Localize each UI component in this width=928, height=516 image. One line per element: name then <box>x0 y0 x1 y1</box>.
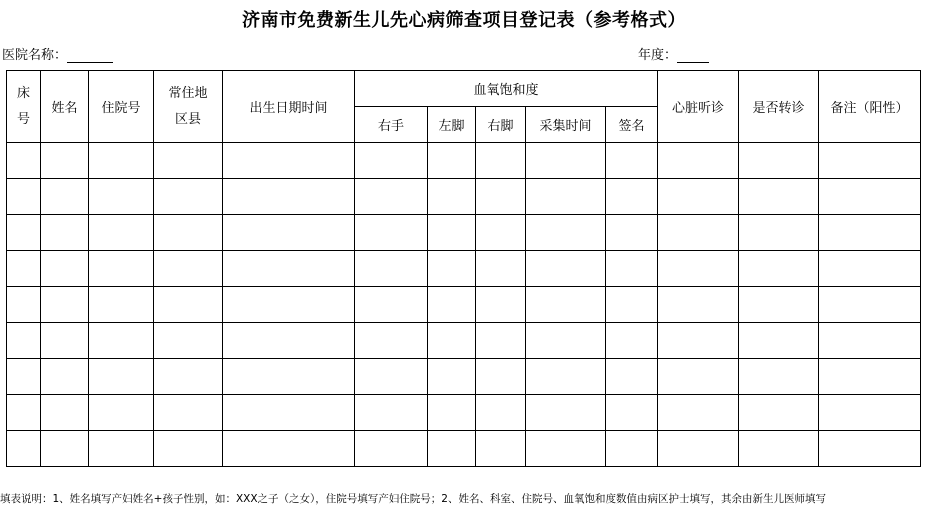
hospital-name-field <box>2 44 113 63</box>
table-row <box>7 251 921 287</box>
table-cell[interactable] <box>355 359 428 395</box>
table-cell[interactable] <box>739 179 819 215</box>
table-cell[interactable] <box>476 359 526 395</box>
table-cell[interactable] <box>89 179 154 215</box>
table-cell[interactable] <box>658 251 739 287</box>
table-cell[interactable] <box>606 323 658 359</box>
table-cell[interactable] <box>476 431 526 467</box>
table-cell[interactable] <box>223 359 355 395</box>
table-row <box>7 323 921 359</box>
header-bed <box>7 71 41 143</box>
footnote: 填表说明：1、姓名填写产妇姓名+孩子性别，如：XXX之子（之女），住院号填写产妇住院号；2、姓名、科室、住院号、血氧饱和度数值由病区护士填写，其余由新生儿医师填写 <box>0 493 826 505</box>
header-bed-line1: 床 <box>16 85 30 101</box>
table-cell[interactable] <box>606 251 658 287</box>
table-cell[interactable] <box>223 251 355 287</box>
table-cell[interactable] <box>606 143 658 179</box>
table-cell[interactable] <box>154 323 223 359</box>
table-cell[interactable] <box>526 251 606 287</box>
table-cell[interactable] <box>428 395 476 431</box>
header-left-foot: 左脚 <box>428 107 476 143</box>
table-cell[interactable] <box>739 323 819 359</box>
header-residence <box>154 71 223 143</box>
table-cell[interactable] <box>355 323 428 359</box>
table-cell[interactable] <box>476 179 526 215</box>
table-cell[interactable] <box>819 215 921 251</box>
table-cell[interactable] <box>739 143 819 179</box>
table-cell[interactable] <box>7 359 41 395</box>
table-cell[interactable] <box>154 251 223 287</box>
table-cell[interactable] <box>7 251 41 287</box>
hospital-name-label: 医院名称： <box>2 48 68 63</box>
table-cell[interactable] <box>428 323 476 359</box>
table-cell[interactable] <box>154 215 223 251</box>
table-cell[interactable] <box>89 143 154 179</box>
hospital-name-blank[interactable] <box>67 50 113 63</box>
table-cell[interactable] <box>476 143 526 179</box>
table-cell[interactable] <box>526 395 606 431</box>
table-cell[interactable] <box>41 431 89 467</box>
header-right-hand: 右手 <box>355 107 428 143</box>
table-cell[interactable] <box>223 143 355 179</box>
table-cell[interactable] <box>154 143 223 179</box>
table-cell[interactable] <box>526 323 606 359</box>
table-cell[interactable] <box>41 179 89 215</box>
table-cell[interactable] <box>41 143 89 179</box>
table-cell[interactable] <box>223 323 355 359</box>
table-cell[interactable] <box>606 179 658 215</box>
table-cell[interactable] <box>476 251 526 287</box>
table-cell[interactable] <box>819 359 921 395</box>
table-cell[interactable] <box>476 395 526 431</box>
header-name: 姓名 <box>41 71 89 143</box>
header-remarks: 备注（阳性） <box>819 71 921 143</box>
table-cell[interactable] <box>89 323 154 359</box>
table-cell[interactable] <box>89 359 154 395</box>
table-cell[interactable] <box>526 143 606 179</box>
table-cell[interactable] <box>658 143 739 179</box>
header-referral: 是否转诊 <box>739 71 819 143</box>
header-signature: 签名 <box>606 107 658 143</box>
table-row <box>7 287 921 323</box>
header-collect-time: 采集时间 <box>526 107 606 143</box>
table-cell[interactable] <box>355 395 428 431</box>
header-right-foot: 右脚 <box>476 107 526 143</box>
table-cell[interactable] <box>606 215 658 251</box>
table-cell[interactable] <box>476 287 526 323</box>
table-cell[interactable] <box>355 179 428 215</box>
table-cell[interactable] <box>7 143 41 179</box>
table-cell[interactable] <box>7 395 41 431</box>
table-cell[interactable] <box>606 359 658 395</box>
header-admission-no: 住院号 <box>89 71 154 143</box>
table-cell[interactable] <box>223 431 355 467</box>
table-cell[interactable] <box>89 431 154 467</box>
table-cell[interactable] <box>526 431 606 467</box>
table-cell[interactable] <box>658 395 739 431</box>
table-cell[interactable] <box>819 323 921 359</box>
table-cell[interactable] <box>739 215 819 251</box>
table-cell[interactable] <box>819 179 921 215</box>
table-cell[interactable] <box>739 431 819 467</box>
table-cell[interactable] <box>526 215 606 251</box>
table-row <box>7 431 921 467</box>
table-cell[interactable] <box>154 179 223 215</box>
table-cell[interactable] <box>658 431 739 467</box>
table-row <box>7 395 921 431</box>
header-residence-line1: 常住地 <box>168 85 208 101</box>
table-cell[interactable] <box>223 395 355 431</box>
header-birth-datetime: 出生日期时间 <box>223 71 355 143</box>
table-cell[interactable] <box>658 287 739 323</box>
table-cell[interactable] <box>355 287 428 323</box>
table-cell[interactable] <box>7 287 41 323</box>
table-cell[interactable] <box>606 287 658 323</box>
table-cell[interactable] <box>476 215 526 251</box>
table-cell[interactable] <box>658 179 739 215</box>
table-cell[interactable] <box>7 431 41 467</box>
table-cell[interactable] <box>739 251 819 287</box>
table-cell[interactable] <box>355 215 428 251</box>
table-body <box>7 143 921 467</box>
table-cell[interactable] <box>428 215 476 251</box>
registration-table <box>6 70 921 467</box>
table-cell[interactable] <box>819 431 921 467</box>
header-residence-line2: 区县 <box>174 111 201 127</box>
table-cell[interactable] <box>223 287 355 323</box>
table-cell[interactable] <box>819 395 921 431</box>
table-cell[interactable] <box>658 215 739 251</box>
table-row <box>7 359 921 395</box>
table-cell[interactable] <box>223 179 355 215</box>
table-cell[interactable] <box>89 251 154 287</box>
table-cell[interactable] <box>41 251 89 287</box>
table-cell[interactable] <box>428 251 476 287</box>
table-cell[interactable] <box>526 359 606 395</box>
table-cell[interactable] <box>819 143 921 179</box>
table-cell[interactable] <box>7 323 41 359</box>
table-cell[interactable] <box>739 359 819 395</box>
table-cell[interactable] <box>819 287 921 323</box>
table-cell[interactable] <box>41 359 89 395</box>
table-cell[interactable] <box>606 431 658 467</box>
table-cell[interactable] <box>428 431 476 467</box>
table-cell[interactable] <box>355 431 428 467</box>
table-cell[interactable] <box>154 287 223 323</box>
table-row <box>7 179 921 215</box>
table-cell[interactable] <box>89 395 154 431</box>
table-cell[interactable] <box>355 251 428 287</box>
table-cell[interactable] <box>89 287 154 323</box>
table-cell[interactable] <box>154 359 223 395</box>
table-cell[interactable] <box>428 179 476 215</box>
table-cell[interactable] <box>428 143 476 179</box>
table-row <box>7 143 921 179</box>
table-cell[interactable] <box>154 431 223 467</box>
table-cell[interactable] <box>739 287 819 323</box>
table-cell[interactable] <box>355 143 428 179</box>
table-cell[interactable] <box>7 179 41 215</box>
table-cell[interactable] <box>739 395 819 431</box>
table-cell[interactable] <box>41 215 89 251</box>
year-label: 年度： <box>638 48 678 63</box>
table-cell[interactable] <box>526 287 606 323</box>
table-cell[interactable] <box>7 215 41 251</box>
table-cell[interactable] <box>41 395 89 431</box>
header-spo2: 血氧饱和度 <box>355 71 658 107</box>
form-title: 济南市免费新生儿先心病筛查项目登记表（参考格式） <box>242 10 686 31</box>
table-cell[interactable] <box>606 395 658 431</box>
table-cell[interactable] <box>819 251 921 287</box>
year-field <box>638 44 709 63</box>
table-cell[interactable] <box>658 359 739 395</box>
table-cell[interactable] <box>154 395 223 431</box>
table-cell[interactable] <box>428 287 476 323</box>
header-auscultation: 心脏听诊 <box>658 71 739 143</box>
year-blank[interactable] <box>677 50 709 63</box>
table-cell[interactable] <box>223 215 355 251</box>
table-row <box>7 215 921 251</box>
table-cell[interactable] <box>658 323 739 359</box>
table-cell[interactable] <box>89 215 154 251</box>
table-cell[interactable] <box>428 359 476 395</box>
table-cell[interactable] <box>41 287 89 323</box>
header-bed-line2: 号 <box>16 111 30 127</box>
table-cell[interactable] <box>526 179 606 215</box>
table-cell[interactable] <box>476 323 526 359</box>
table-cell[interactable] <box>41 323 89 359</box>
